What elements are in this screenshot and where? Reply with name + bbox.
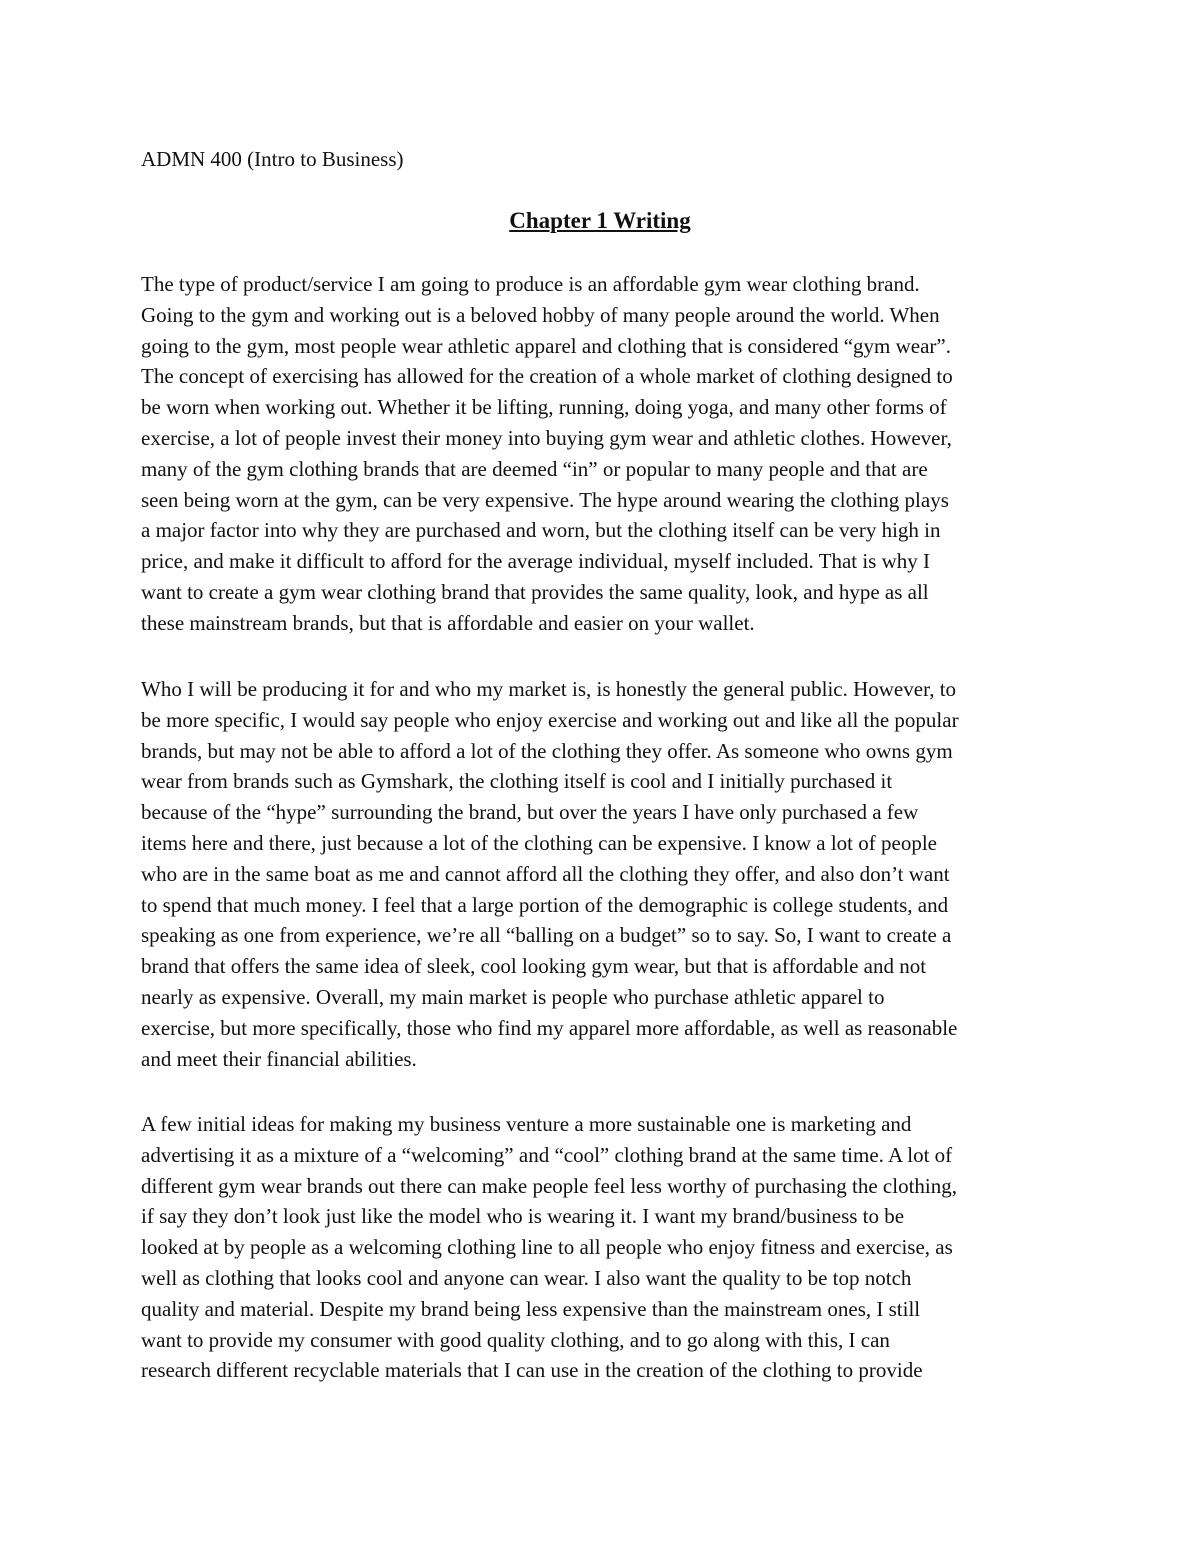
paragraph-line: speaking as one from experience, we’re all “balling on a budget” so to say. So, I want to create a <box>141 923 952 948</box>
paragraph-line: exercise, a lot of people invest their money into buying gym wear and athletic clothes. However, <box>141 425 952 450</box>
paragraph-line: wear from brands such as Gymshark, the clothing itself is cool and I initially purchased it <box>141 769 893 794</box>
paragraph-line: if say they don’t look just like the model who is wearing it. I want my brand/business to be <box>141 1204 905 1229</box>
paragraph-line: these mainstream brands, but that is affordable and easier on your wallet. <box>141 610 755 635</box>
paragraph-line: research different recyclable materials that I can use in the creation of the clothing to provide <box>141 1358 923 1383</box>
paragraph-line: brands, but may not be able to afford a lot of the clothing they offer. As someone who owns gym <box>141 738 953 763</box>
paragraph-line: want to create a gym wear clothing brand that provides the same quality, look, and hype as all <box>141 579 929 604</box>
paragraph-2 <box>141 674 1061 1074</box>
paragraph-line: advertising it as a mixture of a “welcoming” and “cool” clothing brand at the same time. A lot of <box>141 1142 953 1167</box>
paragraph-line: and meet their financial abilities. <box>141 1046 417 1071</box>
paragraph-line: nearly as expensive. Overall, my main market is people who purchase athletic apparel to <box>141 984 885 1009</box>
paragraph-3 <box>141 1109 1061 1386</box>
paragraph-line: be more specific, I would say people who enjoy exercise and working out and like all the popular <box>141 707 959 732</box>
paragraph-line: because of the “hype” surrounding the brand, but over the years I have only purchased a few <box>141 800 919 825</box>
paragraph-line: going to the gym, most people wear athletic apparel and clothing that is considered “gym wear”. <box>141 333 951 358</box>
document-title: Chapter 1 Writing <box>509 208 691 233</box>
paragraph-line: a major factor into why they are purchased and worn, but the clothing itself can be very high in <box>141 518 941 543</box>
paragraph-line: want to provide my consumer with good quality clothing, and to go along with this, I can <box>141 1327 890 1352</box>
paragraph-line: The type of product/service I am going to produce is an affordable gym wear clothing brand. <box>141 272 920 296</box>
paragraph-line: items here and there, just because a lot of the clothing can be expensive. I know a lot of people <box>141 830 937 855</box>
paragraph-line: exercise, but more specifically, those who find my apparel more affordable, as well as reasonable <box>141 1015 958 1040</box>
paragraph-line: to spend that much money. I feel that a large portion of the demographic is college students, and <box>141 892 949 917</box>
paragraph-line: who are in the same boat as me and cannot afford all the clothing they offer, and also don’t want <box>141 861 950 886</box>
paragraph-line: quality and material. Despite my brand being less expensive than the mainstream ones, I still <box>141 1296 921 1321</box>
paragraph-line: well as clothing that looks cool and anyone can wear. I also want the quality to be top notch <box>141 1265 912 1290</box>
paragraph-line: The concept of exercising has allowed for the creation of a whole market of clothing designed to <box>141 364 953 389</box>
paragraph-line: be worn when working out. Whether it be lifting, running, doing yoga, and many other forms of <box>141 395 947 420</box>
paragraph-line: many of the gym clothing brands that are deemed “in” or popular to many people and that are <box>141 456 928 481</box>
paragraph-line: Going to the gym and working out is a beloved hobby of many people around the world. When <box>141 302 940 327</box>
paragraph-line: brand that offers the same idea of sleek, cool looking gym wear, but that is affordable and not <box>141 954 927 979</box>
paragraph-line: price, and make it difficult to afford for the average individual, myself included. That is why I <box>141 549 931 574</box>
paragraph-line: looked at by people as a welcoming clothing line to all people who enjoy fitness and exercise, as <box>141 1235 953 1260</box>
course-heading: ADMN 400 (Intro to Business) <box>141 147 404 171</box>
paragraph-line: Who I will be producing it for and who my market is, is honestly the general public. However, to <box>141 677 957 701</box>
paragraph-line: different gym wear brands out there can make people feel less worthy of purchasing the clothing, <box>141 1173 958 1198</box>
paragraph-1 <box>141 269 1061 639</box>
paragraph-line: A few initial ideas for making my business venture a more sustainable one is marketing and <box>141 1112 912 1136</box>
paragraph-line: seen being worn at the gym, can be very expensive. The hype around wearing the clothing plays <box>141 487 949 512</box>
